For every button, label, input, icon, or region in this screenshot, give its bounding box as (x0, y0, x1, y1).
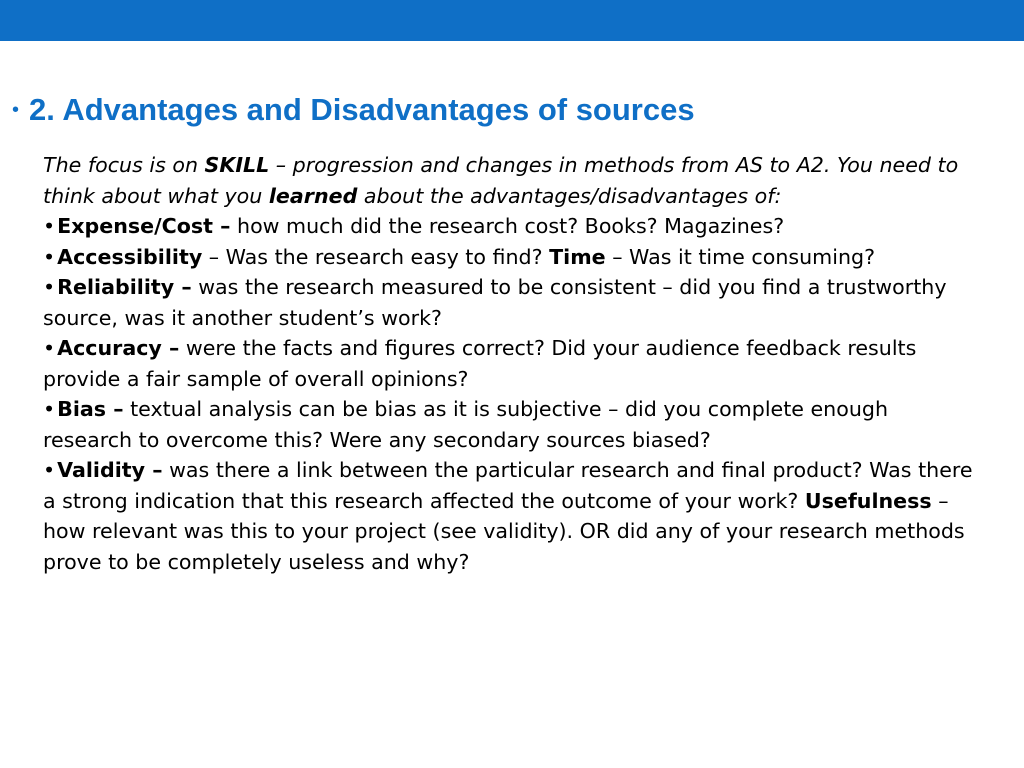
slide-title (12, 92, 1012, 128)
bullet-text: – how relevant was this to your project (see validity). OR did any of your research methods prove to be completely useless and why? (43, 488, 965, 574)
bullet-text: how much did the research cost? Books? Magazines? (230, 214, 785, 238)
intro-text: – progression and changes in methods from AS to A2. You need to think about what you (43, 153, 959, 208)
title-text: 2. Advantages and Disadvantages of sources (29, 92, 695, 127)
bullet-item-accessibility (43, 242, 983, 273)
bullet-item-reliability (43, 272, 983, 333)
bullet-text: was the research measured to be consistent – did you find a trustworthy source, was it another student’s work? (43, 275, 947, 330)
header-bar (0, 0, 1024, 41)
bullet-term-secondary: Usefulness (804, 488, 932, 513)
bullet-item-bias (43, 394, 983, 455)
intro-emphasis-skill: SKILL (204, 153, 270, 177)
bullet-text: – Was the research easy to find? (202, 244, 550, 269)
bullet-text: textual analysis can be bias as it is subjective – did you complete enough research to overcome this? Were any secondary sources biased? (43, 397, 888, 452)
bullet-text: were the facts and figures correct? Did your audience feedback results provide a fair sample of overall opinions? (43, 336, 917, 391)
bullet-icon: • (43, 275, 56, 299)
bullet-item-accuracy (43, 333, 983, 394)
bullet-term: Bias – (57, 397, 124, 421)
intro-emphasis-learned: learned (268, 183, 358, 208)
bullet-text: was there a link between the particular research and final product? Was there a strong indication that this research affected the outcome of your work? (43, 458, 973, 513)
bullet-icon: • (43, 336, 56, 360)
bullet-term: Accuracy – (57, 336, 180, 360)
bullet-icon: • (43, 244, 56, 269)
intro-paragraph (43, 150, 983, 211)
intro-text: about the advantages/disadvantages of: (357, 183, 782, 208)
title-bullet-icon: • (12, 99, 20, 121)
bullet-term: Validity – (57, 458, 163, 482)
bullet-icon: • (43, 397, 56, 421)
slide-body (43, 150, 983, 577)
bullet-item-validity (43, 455, 983, 577)
intro-text: The focus is on (43, 153, 205, 177)
bullet-icon: • (43, 214, 56, 238)
bullet-term-secondary: Time (549, 244, 606, 269)
bullet-icon: • (43, 458, 56, 482)
bullet-term: Accessibility (57, 244, 203, 269)
bullet-term: Reliability – (57, 275, 192, 299)
bullet-item-expense (43, 211, 983, 242)
bullet-term: Expense/Cost – (57, 214, 231, 238)
bullet-text: – Was it time consuming? (605, 244, 875, 269)
